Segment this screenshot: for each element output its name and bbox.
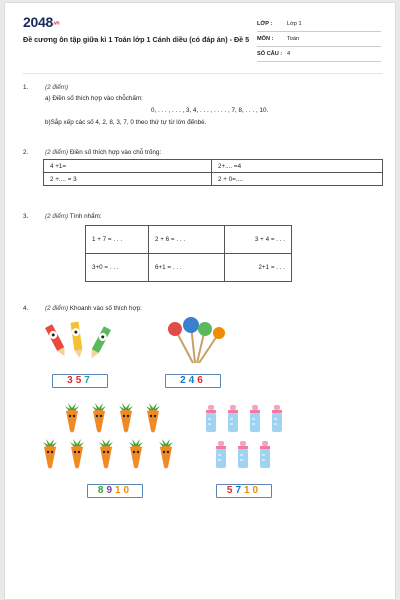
mental-math-table <box>85 225 292 282</box>
header-divider <box>23 73 383 74</box>
lollipop-icon <box>198 322 212 336</box>
table-cell[interactable]: 2 + 0=.... <box>212 173 383 186</box>
meta-row-count <box>257 47 381 62</box>
table-cell[interactable]: 1 + 7 = . . . <box>86 226 149 254</box>
lollipop-icon <box>213 327 225 339</box>
option-number[interactable]: 8 <box>97 485 107 496</box>
table-cell[interactable]: 2 +.... = 3 <box>44 173 212 186</box>
question-points: (2 điểm) <box>45 213 69 220</box>
question-points: (2 điểm) <box>45 305 69 312</box>
question-1b-text: b)Sắp xếp các số 4, 2, 8, 3, 7, 0 theo thứ tự từ lớn đếnbé. <box>45 119 207 126</box>
meta-value: Toán <box>287 36 300 42</box>
table-cell[interactable]: 6+1 = . . . <box>149 254 225 282</box>
answer-options-bottles <box>216 484 272 498</box>
meta-key: SỐ CÂU : <box>257 51 283 57</box>
table-cell[interactable]: 2+.... =4 <box>212 160 383 173</box>
option-number[interactable]: 6 <box>197 375 206 386</box>
question-number: 3. <box>23 213 29 220</box>
baby-bottle-icon <box>228 405 238 432</box>
table-cell[interactable]: 4 +1= <box>44 160 212 173</box>
lollipop-icon <box>168 322 182 336</box>
option-number[interactable]: 5 <box>75 375 85 386</box>
option-number[interactable]: 10 <box>115 485 133 496</box>
carrot-icon <box>99 439 113 469</box>
question-points: (2 điểm) <box>45 149 69 156</box>
option-number[interactable]: 9 <box>106 485 115 496</box>
question-instruction: Khoanh vào số thích hợp: <box>69 305 142 312</box>
question-number: 1. <box>23 84 29 91</box>
question-text <box>45 304 142 314</box>
baby-bottle-icon <box>260 441 270 468</box>
logo-text: 2048 <box>23 14 53 30</box>
baby-bottle-icon <box>272 405 282 432</box>
carrot-icon <box>146 403 160 433</box>
question-text <box>45 148 161 158</box>
meta-value: 4 <box>287 51 291 57</box>
carrot-icon <box>70 439 84 469</box>
worksheet-page <box>4 2 396 600</box>
answer-options-pencils <box>52 374 108 388</box>
question-points: (2 điểm) <box>45 84 69 91</box>
option-number[interactable]: 2 <box>180 375 189 386</box>
carrot-icon <box>43 439 57 469</box>
lollipops-picture <box>165 315 227 367</box>
table-cell[interactable]: 2 + 6 = . . . <box>149 226 225 254</box>
option-number[interactable]: 3 <box>67 375 76 386</box>
pencil-characters-picture <box>45 318 115 363</box>
meta-value: Lớp 1 <box>287 21 302 27</box>
table-cell[interactable]: 3 + 4 = . . . <box>225 226 292 254</box>
option-number[interactable]: 7 <box>235 485 244 496</box>
option-number[interactable]: 7 <box>84 375 93 386</box>
logo-suffix: .vn <box>52 20 60 27</box>
pencil-character-icon <box>88 326 111 360</box>
meta-row-subject <box>257 32 381 47</box>
carrot-icon <box>65 403 79 433</box>
option-number[interactable]: 5 <box>226 485 236 496</box>
baby-bottle-icon <box>238 441 248 468</box>
lollipop-icon <box>183 317 199 333</box>
question-1a-text: a) Điền số thích hợp vào chỗchấm: <box>45 95 143 102</box>
question-text <box>45 212 102 222</box>
baby-bottle-icon <box>250 405 260 432</box>
table-cell[interactable]: 3+0 = . . . <box>86 254 149 282</box>
baby-bottle-icon <box>206 405 216 432</box>
site-logo[interactable] <box>23 14 59 30</box>
carrot-icon <box>159 439 173 469</box>
option-number[interactable]: 4 <box>188 375 198 386</box>
option-number[interactable]: 10 <box>244 485 262 496</box>
table-cell[interactable]: 2+1 = . . . <box>225 254 292 282</box>
carrot-icon <box>129 439 143 469</box>
carrot-icon <box>119 403 133 433</box>
pencil-character-icon <box>71 322 84 359</box>
baby-bottles-picture <box>201 403 291 473</box>
pencil-character-icon <box>45 324 68 358</box>
question-number: 4. <box>23 305 29 312</box>
meta-key: MÔN : <box>257 36 274 42</box>
number-sequence: 0, . . . , . . . , 3, 4, . . . , . . . . , 7, 8, . . . , 10. <box>151 107 269 114</box>
meta-panel <box>257 17 381 62</box>
answer-options-carrots <box>87 484 143 498</box>
carrot-icon <box>92 403 106 433</box>
question-instruction: Tính nhẩm: <box>69 213 102 220</box>
question-instruction: Điền số thích hợp vào chỗ trống: <box>69 149 162 156</box>
meta-row-class <box>257 17 381 32</box>
meta-key: LỚP : <box>257 21 273 27</box>
document-title: Đề cương ôn tập giữa kì 1 Toán lớp 1 Cánh diều (có đáp án) - Đề 5 <box>23 35 250 44</box>
question-number: 2. <box>23 149 29 156</box>
baby-bottle-icon <box>216 441 226 468</box>
carrots-picture <box>41 401 187 473</box>
answer-options-lollipops <box>165 374 221 388</box>
addition-table <box>43 159 383 186</box>
